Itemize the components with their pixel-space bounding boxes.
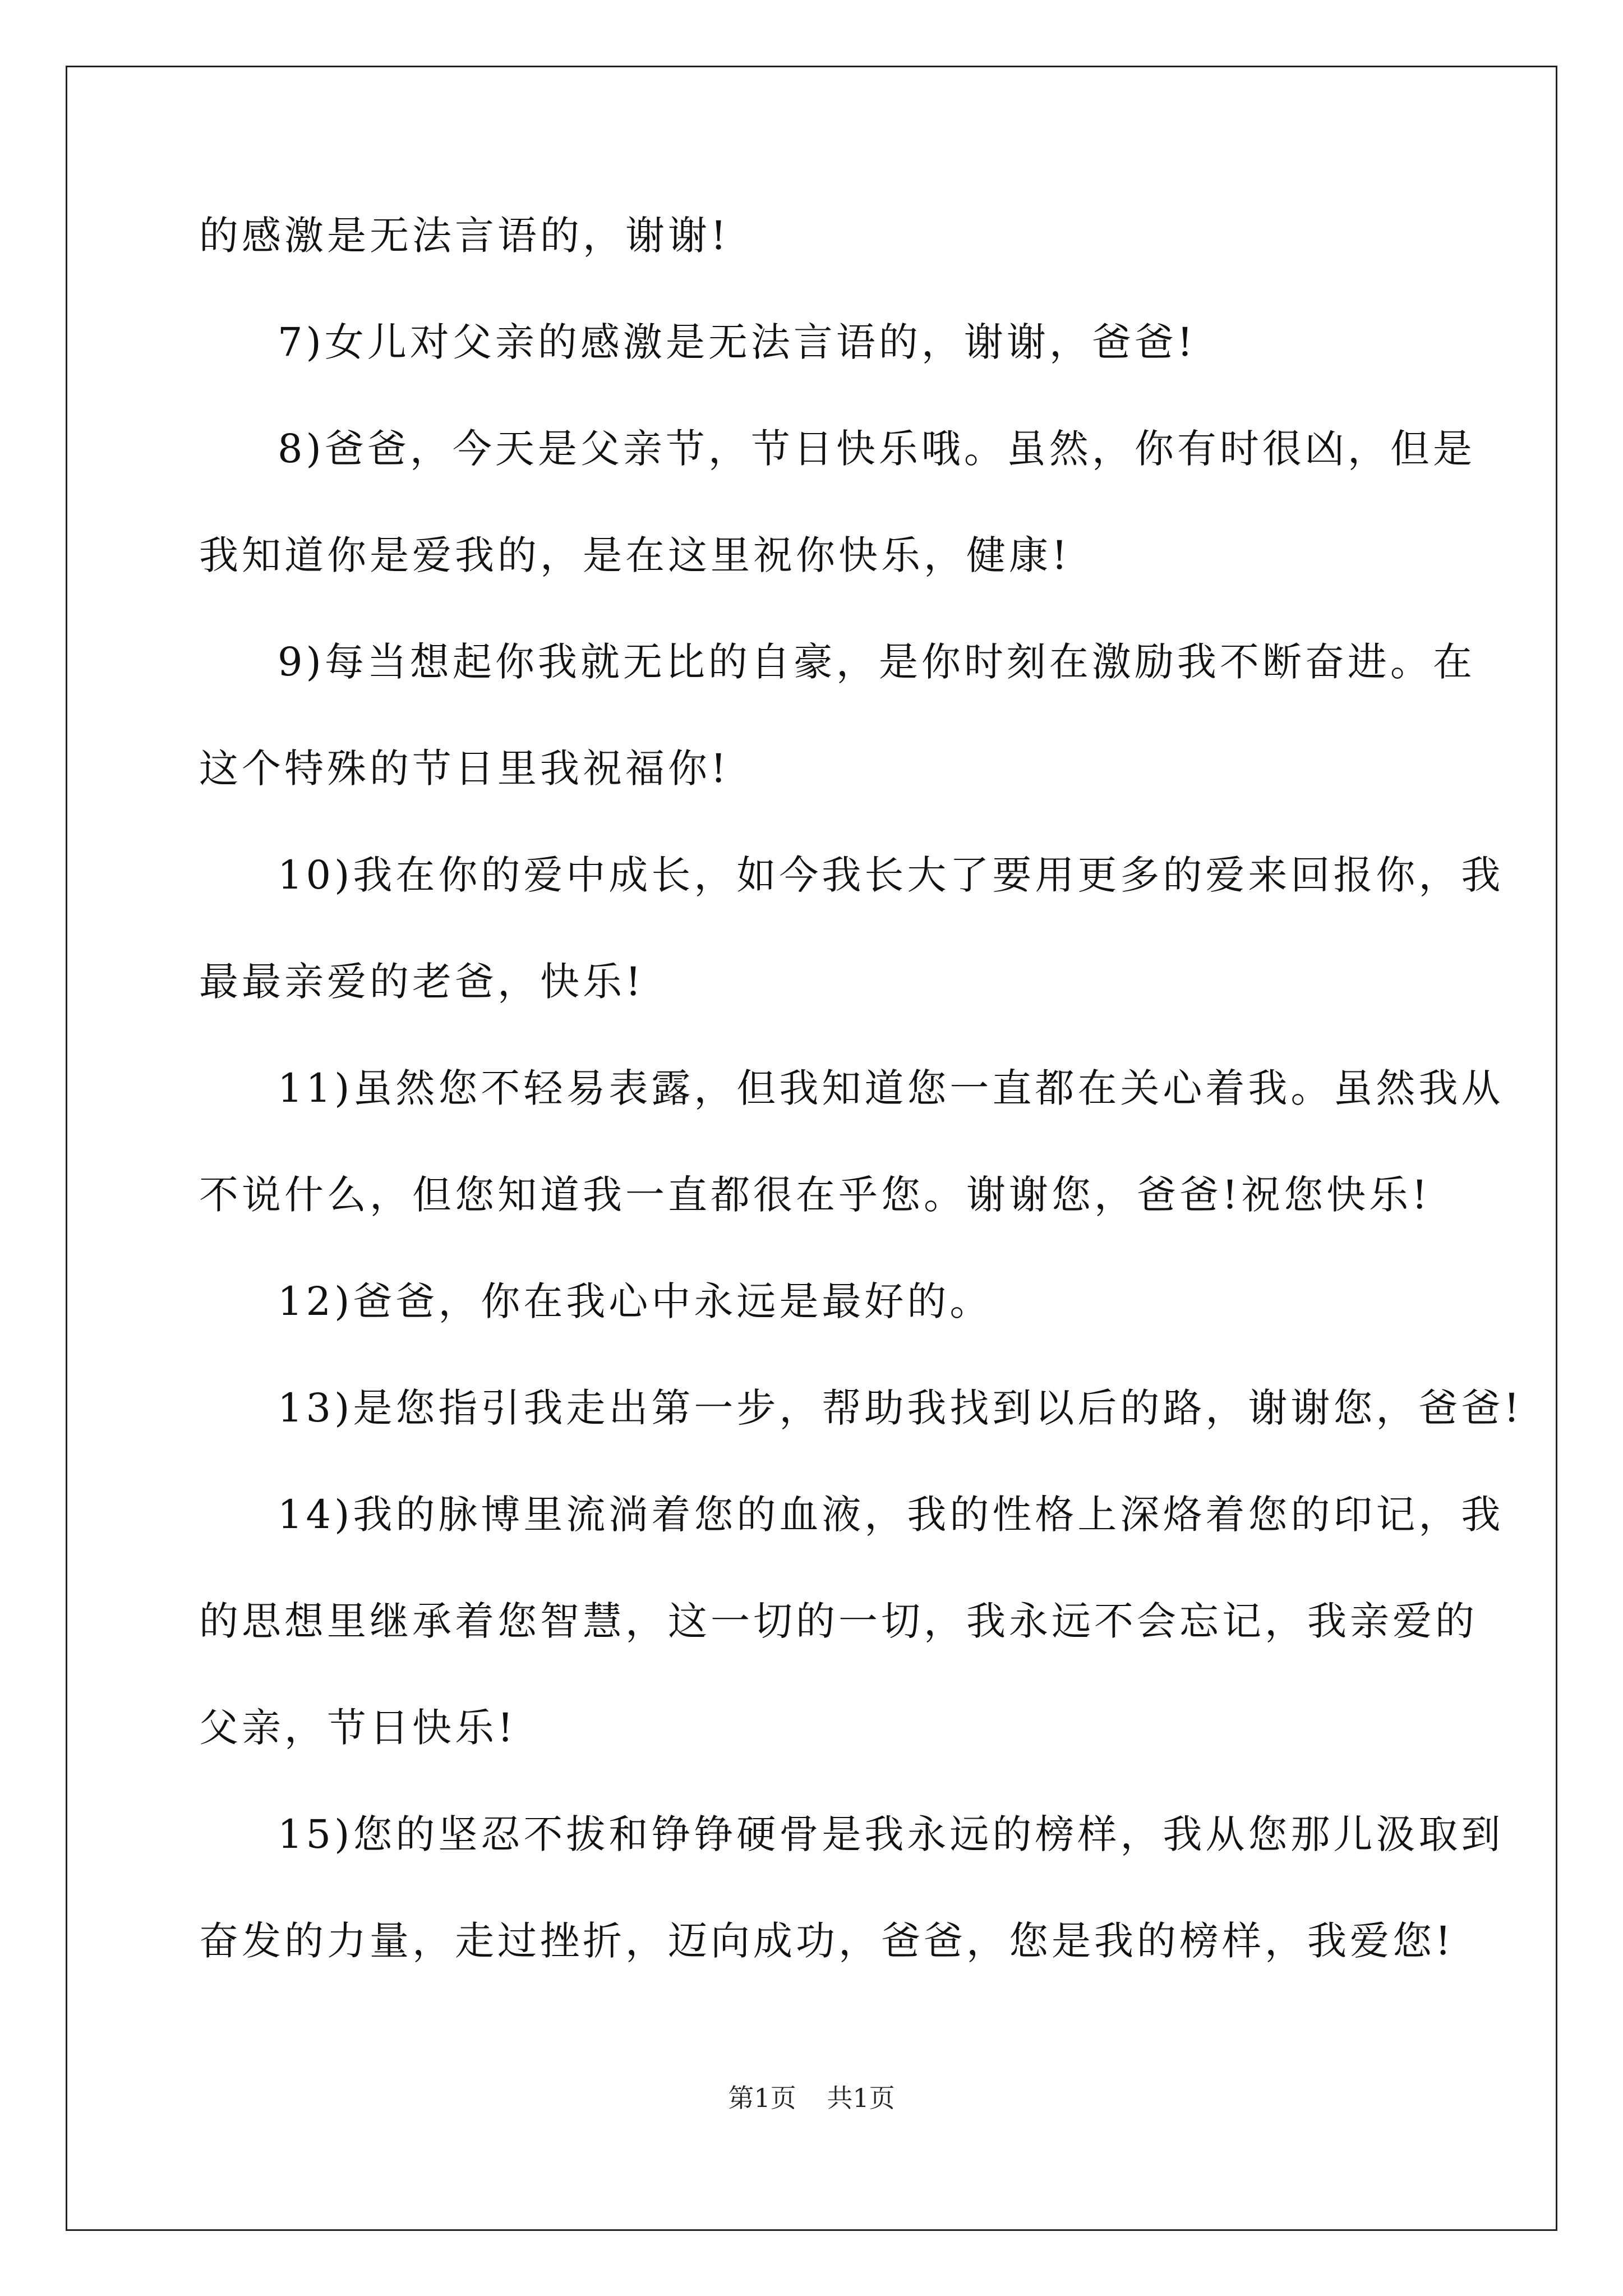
page-number-current: 第1页 xyxy=(728,2083,796,2113)
paragraph-line: 15)您的坚忍不拔和铮铮硬骨是我永远的榜样，我从您那儿汲取到 xyxy=(278,1811,1504,1857)
paragraph-line: 10)我在你的爱中成长，如今我长大了要用更多的爱来回报你，我 xyxy=(278,852,1504,898)
paragraph-line: 14)我的脉博里流淌着您的血液，我的性格上深烙着您的印记，我 xyxy=(278,1492,1504,1538)
paragraph-line: 7)女儿对父亲的感激是无法言语的，谢谢，爸爸! xyxy=(278,319,1196,365)
paragraph-line: 不说什么，但您知道我一直都很在乎您。谢谢您，爸爸!祝您快乐! xyxy=(199,1172,1431,1218)
paragraph-line: 11)虽然您不轻易表露，但我知道您一直都在关心着我。虽然我从 xyxy=(278,1065,1504,1111)
page-border xyxy=(66,66,1557,2231)
paragraph-line: 9)每当想起你我就无比的自豪，是你时刻在激励我不断奋进。在 xyxy=(278,639,1476,685)
paragraph-line: 13)是您指引我走出第一步，帮助我找到以后的路，谢谢您，爸爸! xyxy=(278,1385,1523,1431)
paragraph-line: 奋发的力量，走过挫折，迈向成功，爸爸，您是我的榜样，我爱您! xyxy=(199,1918,1455,1964)
paragraph-line: 的感激是无法言语的，谢谢! xyxy=(199,213,730,259)
paragraph-line: 12)爸爸，你在我心中永远是最好的。 xyxy=(278,1278,993,1324)
paragraph-line: 我知道你是爱我的，是在这里祝你快乐，健康! xyxy=(199,532,1071,578)
paragraph-line: 父亲，节日快乐! xyxy=(199,1705,517,1751)
paragraph-line: 的思想里继承着您智慧，这一切的一切，我永远不会忘记，我亲爱的 xyxy=(199,1598,1478,1644)
page-number-total: 共1页 xyxy=(827,2083,895,2113)
page-footer xyxy=(0,2081,1623,2115)
paragraph-line: 最最亲爱的老爸，快乐! xyxy=(199,959,645,1005)
paragraph-line: 这个特殊的节日里我祝福你! xyxy=(199,746,730,792)
paragraph-line: 8)爸爸，今天是父亲节，节日快乐哦。虽然，你有时很凶，但是 xyxy=(278,426,1476,472)
